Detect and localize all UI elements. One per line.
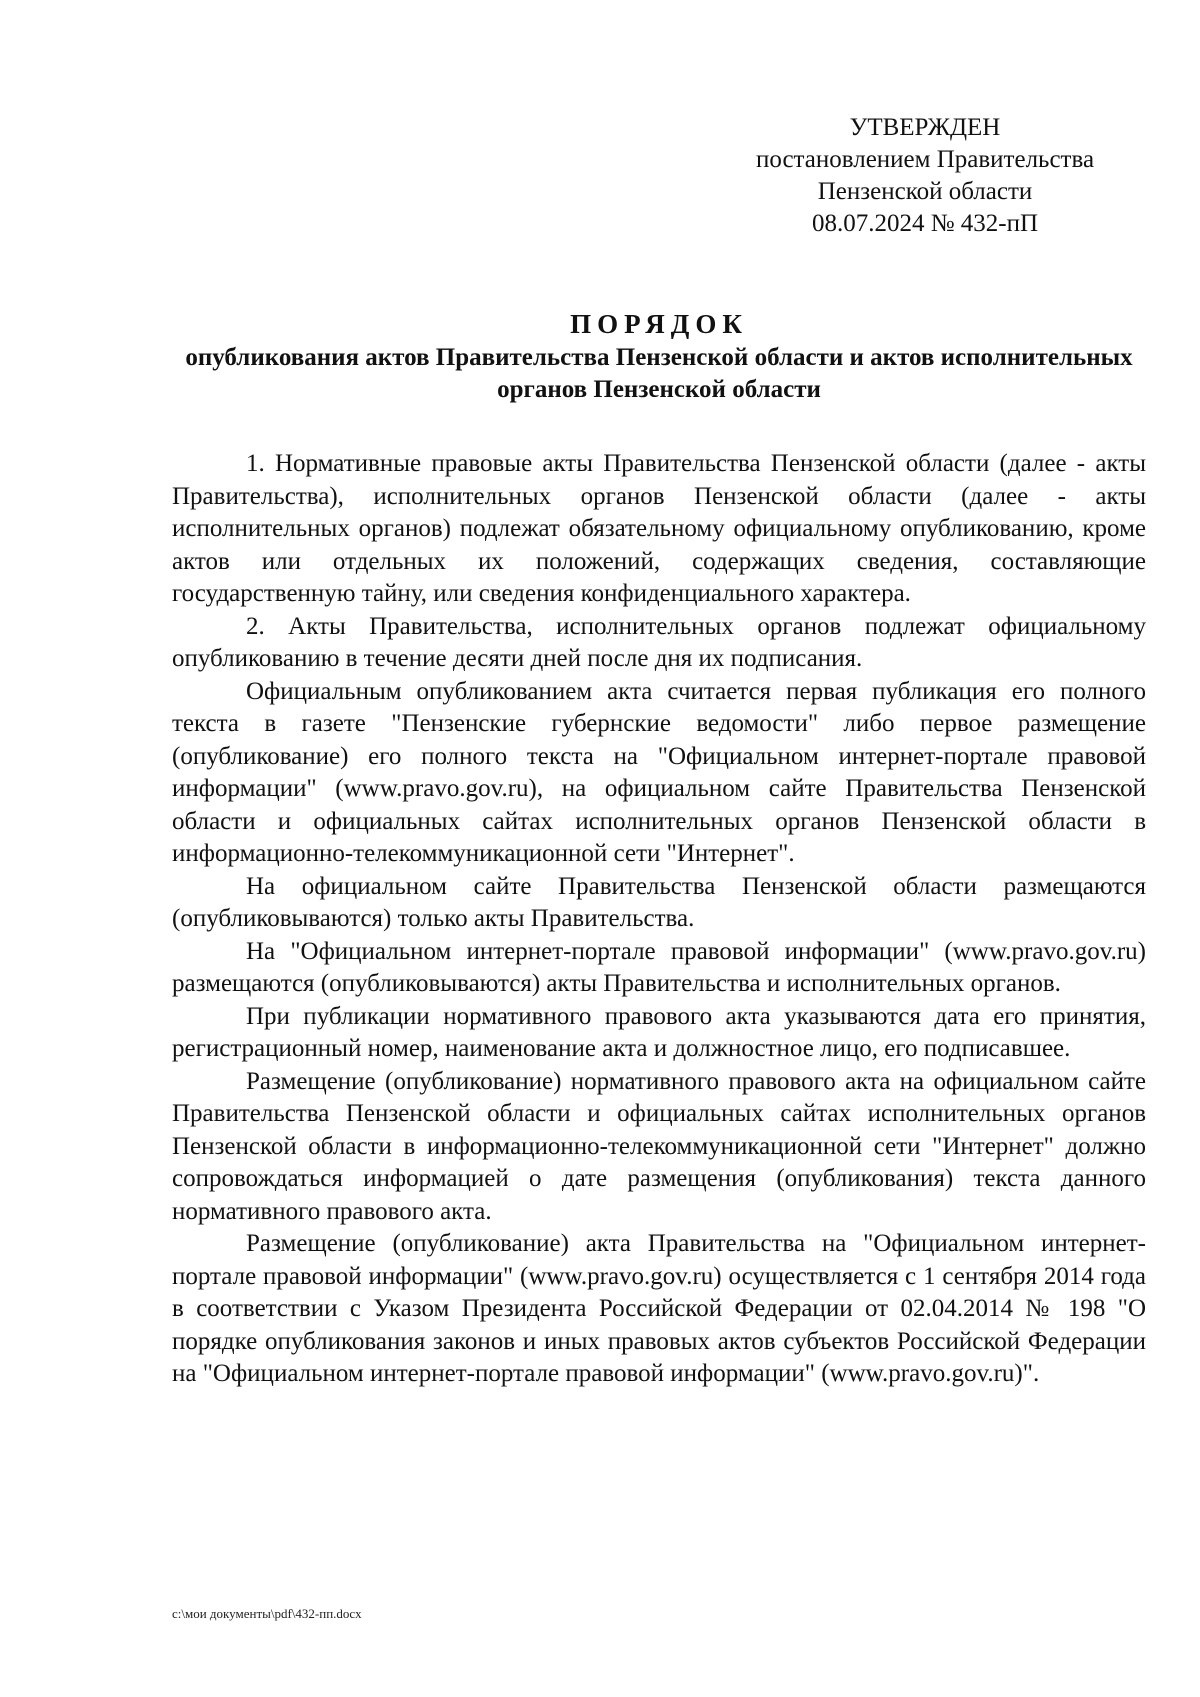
paragraph-7: Размещение (опубликование) нормативного правового акта на официальном сайте Правительства Пензенской области и официальных сайтах исполнительных органов Пензенской области в информационно-телекоммуникационной сети "Интернет" должно сопровождаться информацией о дате размещения (опубликования) текста данного нормативного правового акта. [172,1067,1146,1225]
file-path-footer: c:\мои документы\pdf\432-пп.docx [172,1606,362,1621]
document-body [172,448,1146,1391]
title-subtitle: опубликования актов Правительства Пензенской области и актов исполнительных органов Пензенской области [185,344,1133,403]
paragraph-2: 2. Акты Правительства, исполнительных органов подлежат официальному опубликованию в течение десяти дней после дня их подписания. [172,612,1146,672]
title-main: ПОРЯДОК [570,309,748,339]
document-title [172,306,1146,406]
paragraph-6: При публикации нормативного правового акта указываются дата его принятия, регистрационный номер, наименование акта и должностное лицо, его подписавшее. [172,1002,1146,1062]
approval-date-number: 08.07.2024 № 432-пП [811,210,1039,237]
approval-stamp [700,112,1150,240]
paragraph-3: Официальным опубликованием акта считается первая публикация его полного текста в газете "Пензенские губернские ведомости" либо первое размещение (опубликование) его полного текста на "Официальном интернет-портале правовой информации" (www.pravo.gov.ru), на официальном сайте Правительства Пензенской области и официальных сайтах исполнительных органов Пензенской области в информационно-телекоммуникационной сети "Интернет". [172,677,1146,867]
paragraph-5: На "Официальном интернет-портале правовой информации" (www.pravo.gov.ru) размещаются (опубликовываются) акты Правительства и исполнительных органов. [172,937,1146,997]
approval-authority: постановлением Правительства [755,146,1095,173]
paragraph-4: На официальном сайте Правительства Пензенской области размещаются (опубликовываются) только акты Правительства. [172,872,1146,932]
paragraph-8: Размещение (опубликование) акта Правительства на "Официальном интернет-портале правовой информации" (www.pravo.gov.ru) осуществляется с 1 сентября 2014 года в соответствии с Указом Президента Российской Федерации от 02.04.2014 № 198 "О порядке опубликования законов и иных правовых актов субъектов Российской Федерации на "Официальном интернет-портале правовой информации" (www.pravo.gov.ru)". [172,1230,1146,1387]
paragraph-1: 1. Нормативные правовые акты Правительства Пензенской области (далее - акты Правительства), исполнительных органов Пензенской области (далее - акты исполнительных органов) подлежат обязательному официальному опубликованию, кроме актов или отдельных их положений, содержащих сведения, составляющие государственную тайну, или сведения конфиденциального характера. [172,450,1146,607]
approval-region: Пензенской области [817,178,1033,205]
approval-heading: УТВЕРЖДЕН [849,114,1001,141]
